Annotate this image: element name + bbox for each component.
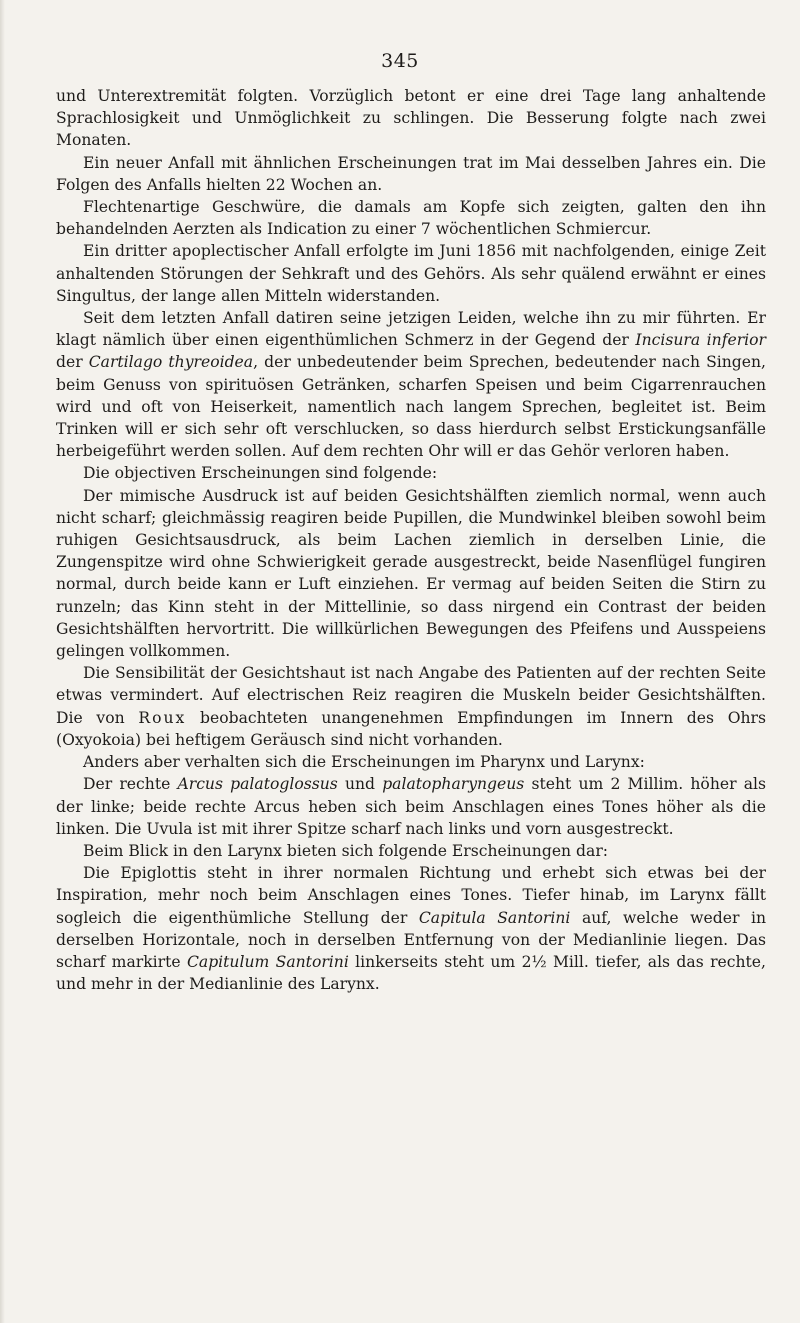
paragraph-11: Beim Blick in den Larynx bieten sich folgende Erscheinungen dar:	[83, 841, 609, 860]
paragraph-8: Die Sensibilität der Gesichtshaut ist nach Angabe des Patienten auf der rechten Seite etwas vermindert. Auf electrischen Reiz reagiren die Muskeln beider Gesichtshälften. Die von Roux beobachteten unangenehmen Empfindungen im Innern des Ohrs (Oxyokoia) bei heftigem Geräusch sind nicht vorhanden.	[56, 664, 766, 749]
author-roux: Roux	[138, 708, 187, 727]
body-text	[56, 85, 766, 995]
page-number: 345	[381, 50, 419, 72]
paragraph-7: Der mimische Ausdruck ist auf beiden Gesichtshälften ziemlich normal, wenn auch nicht scharf; gleichmässig reagiren beide Pupillen, die Mundwinkel bleiben sowohl beim ruhigen Gesichtsausdruck, als beim Lachen ziemlich in derselben Linie, die Zungenspitze wird ohne Schwierigkeit gerade ausgestreckt, beide Nasenflügel fungiren normal, durch beide kann er Luft einziehen. Er vermag auf beiden Seiten die Stirn zu runzeln; das Kinn steht in der Mittellinie, so dass nirgend ein Contrast der beiden Gesichtshälften hervortritt. Die willkürlichen Bewegungen des Pfeifens und Ausspeiens gelingen vollkommen.	[56, 486, 766, 661]
page-edge-shadow	[0, 0, 5, 1323]
term-incisura: Incisura inferior	[635, 331, 766, 350]
paragraph-12: Die Epiglottis steht in ihrer normalen Richtung und erhebt sich etwas bei der Inspiration, mehr noch beim Anschlagen eines Tones. Tiefer hinab, im Larynx fällt sogleich die eigenthümliche Stellung der Capitula Santorini auf, welche weder in derselben Horizontale, noch in derselben Entfernung von der Medianlinie liegen. Das scharf markirte Capitulum Santorini linkerseits steht um 2½ Mill. tiefer, als das rechte, und mehr in der Medianlinie des Larynx.	[56, 864, 766, 994]
term-arcus-palatoglossus: Arcus palatoglossus	[177, 775, 338, 794]
paragraph-6: Die objectiven Erscheinungen sind folgende:	[83, 464, 438, 483]
term-capitulum-santorini: Capitulum Santorini	[186, 952, 349, 971]
paragraph-9: Anders aber verhalten sich die Erscheinungen im Pharynx und Larynx:	[83, 753, 645, 772]
term-cartilago: Cartilago thyreoidea	[88, 353, 254, 372]
term-capitula-santorini: Capitula Santorini	[418, 908, 571, 927]
paragraph-1: und Unterextremität folgten. Vorzüglich betont er eine drei Tage lang anhaltende Sprachlosigkeit und Unmöglichkeit zu schlingen. Die Besserung folgte nach zwei Monaten.	[56, 87, 766, 150]
term-palatopharyngeus: palatopharyngeus	[382, 775, 525, 794]
paragraph-2: Ein neuer Anfall mit ähnlichen Erscheinungen trat im Mai desselben Jahres ein. Die Folgen des Anfalls hielten 22 Wochen an.	[56, 153, 766, 194]
paragraph-10: Der rechte Arcus palatoglossus und palatopharyngeus steht um 2 Millim. höher als der linke; beide rechte Arcus heben sich beim Anschlagen eines Tones höher als die linken. Die Uvula ist mit ihrer Spitze scharf nach links und vorn ausgestreckt.	[56, 775, 767, 838]
paragraph-4: Ein dritter apoplectischer Anfall erfolgte im Juni 1856 mit nachfolgenden, einige Zeit anhaltenden Störungen der Sehkraft und des Gehörs. Als sehr quälend erwähnt er eines Singultus, der lange allen Mitteln widerstanden.	[56, 242, 766, 305]
paragraph-5: Seit dem letzten Anfall datiren seine jetzigen Leiden, welche ihn zu mir führten. Er klagt nämlich über einen eigenthümlichen Schmerz in der Gegend der Incisura inferior der Cartilago thyreoidea, der unbedeutender beim Sprechen, bedeutender nach Singen, beim Genuss von spirituösen Getränken, scharfen Speisen und beim Cigarrenrauchen wird und oft von Heiserkeit, namentlich nach langem Sprechen, begleitet ist. Beim Trinken will er sich sehr oft verschlucken, so dass hierdurch selbst Erstickungsanfälle herbeigeführt werden sollen. Auf dem rechten Ohr will er das Gehör verloren haben.	[56, 309, 766, 461]
paragraph-3: Flechtenartige Geschwüre, die damals am Kopfe sich zeigten, galten den ihn behandelnden Aerzten als Indication zu einer 7 wöchentlichen Schmiercur.	[56, 198, 766, 239]
